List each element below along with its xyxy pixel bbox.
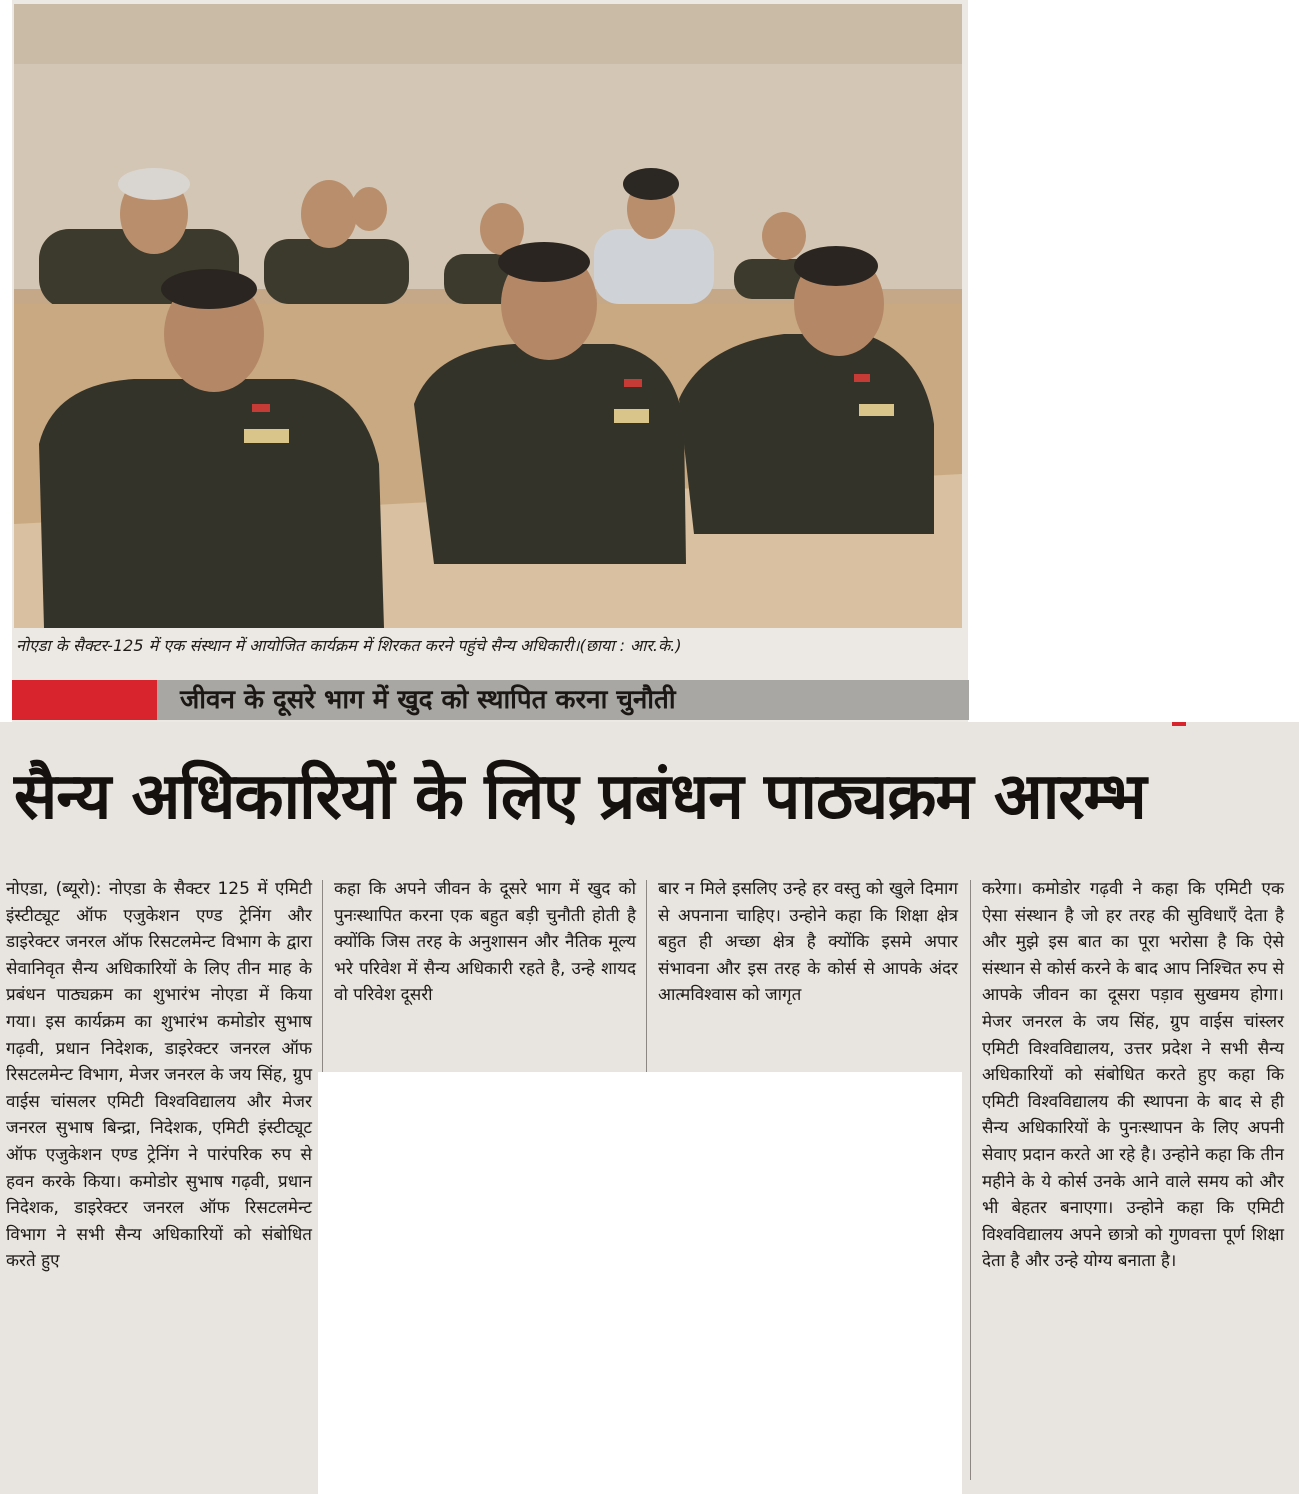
red-mark <box>1172 722 1186 726</box>
article-column-1 <box>6 876 312 1275</box>
kicker-red-bar <box>12 680 157 720</box>
article-column-3 <box>658 876 958 1009</box>
article-text: कहा कि अपने जीवन के दूसरे भाग में खुद को पुनःस्थापित करना एक बहुत बड़ी चुनौती होती है क्योंकि जिस तरह के अनुशासन और नैतिक मूल्य भरे परिवेश में सैन्य अधिकारी रहते है, उन्हे शायद वो परिवेश दूसरी <box>334 879 636 1006</box>
article-column-2 <box>334 876 636 1009</box>
kicker-text: जीवन के दूसरे भाग में खुद को स्थापित करना चुनौती <box>180 685 676 715</box>
photo-caption: नोएडा के सैक्टर-125 में एक संस्थान में आयोजित कार्यक्रम में शिरकत करने पहुंचे सैन्य अधिकारी।(छाया : आर.के.) <box>16 636 682 655</box>
column-rule <box>322 880 323 1072</box>
officers-photo-illustration <box>14 4 962 628</box>
article-column-4 <box>982 876 1284 1275</box>
news-photo <box>14 4 962 628</box>
article-text: बार न मिले इसलिए उन्हे हर वस्तु को खुले दिमाग से अपनाना चाहिए। उन्होने कहा कि शिक्षा क्षेत्र बहुत ही अच्छा क्षेत्र है क्योंकि इसमे अपार संभावना और इस तरह के कोर्स से आपके अंदर आत्मविश्वास को जागृत <box>658 879 958 1006</box>
column-rule <box>646 880 647 1072</box>
headline: सैन्य अधिकारियों के लिए प्रबंधन पाठ्यक्रम आरम्भ <box>14 760 1146 834</box>
article-text: करेगा। कमोडोर गढ़वी ने कहा कि एमिटी एक ऐसा संस्थान है जो हर तरह की सुविधाएँ देता है और मुझे इस बात का पूरा भरोसा है कि ऐसे संस्थान से कोर्स करने के बाद आप निश्चित रुप से आपके जीवन का दूसरा पड़ाव सुखमय होगा। मेजर जनरल के जय सिंह, ग्रुप वाईस चांस्लर एमिटी विश्वविद्यालय, उत्तर प्रदेश ने सभी सैन्य अधिकारियों को संबोधित करते हुए कहा कि एमिटी विश्वविद्यालय की स्थापना के बाद से ही सैन्य अधिकारियों के पुनःस्थापन के लिए अपनी सेवाए प्रदान करते आ रहे है। उन्होने कहा कि तीन महीने के ये कोर्स उनके आने वाले समय को और भी बेहतर बनाएगा। उन्होने कहा कि एमिटी विश्वविद्यालय अपने छात्रो को गुणवत्ता पूर्ण शिक्षा देता है और उन्हे योग्य बनाता है। <box>982 879 1284 1272</box>
blank-area <box>318 1072 962 1494</box>
article-text: नोएडा, (ब्यूरो): नोएडा के सैक्टर 125 में एमिटी इंस्टीट्यूट ऑफ एजुकेशन एण्ड ट्रेनिंग और डाइरेक्टर जनरल ऑफ रिसटलमेन्ट विभाग के द्वारा सेवानिवृत सैन्य अधिकारियों के लिए तीन माह के प्रबंधन पाठ्यक्रम का शुभारंभ नोएडा में किया गया। इस कार्यक्रम का शुभारंभ कमोडोर सुभाष गढ़वी, प्रधान निदेशक, डाइरेक्टर जनरल ऑफ रिसटलमेन्ट विभाग, मेजर जनरल के जय सिंह, ग्रुप वाईस चांसलर एमिटी विश्वविद्यालय और मेजर जनरल सुभाष बिन्द्रा, निदेशक, एमिटी इंस्टीट्यूट ऑफ एजुकेशन एण्ड ट्रेनिंग ने पारंपरिक रुप से हवन करके किया। कमोडोर सुभाष गढ़वी, प्रधान निदेशक, डाइरेक्टर जनरल ऑफ रिसटलमेन्ट विभाग ने सभी सैन्य अधिकारियों को संबोधित करते हुए <box>6 879 312 1272</box>
column-rule <box>970 880 971 1480</box>
